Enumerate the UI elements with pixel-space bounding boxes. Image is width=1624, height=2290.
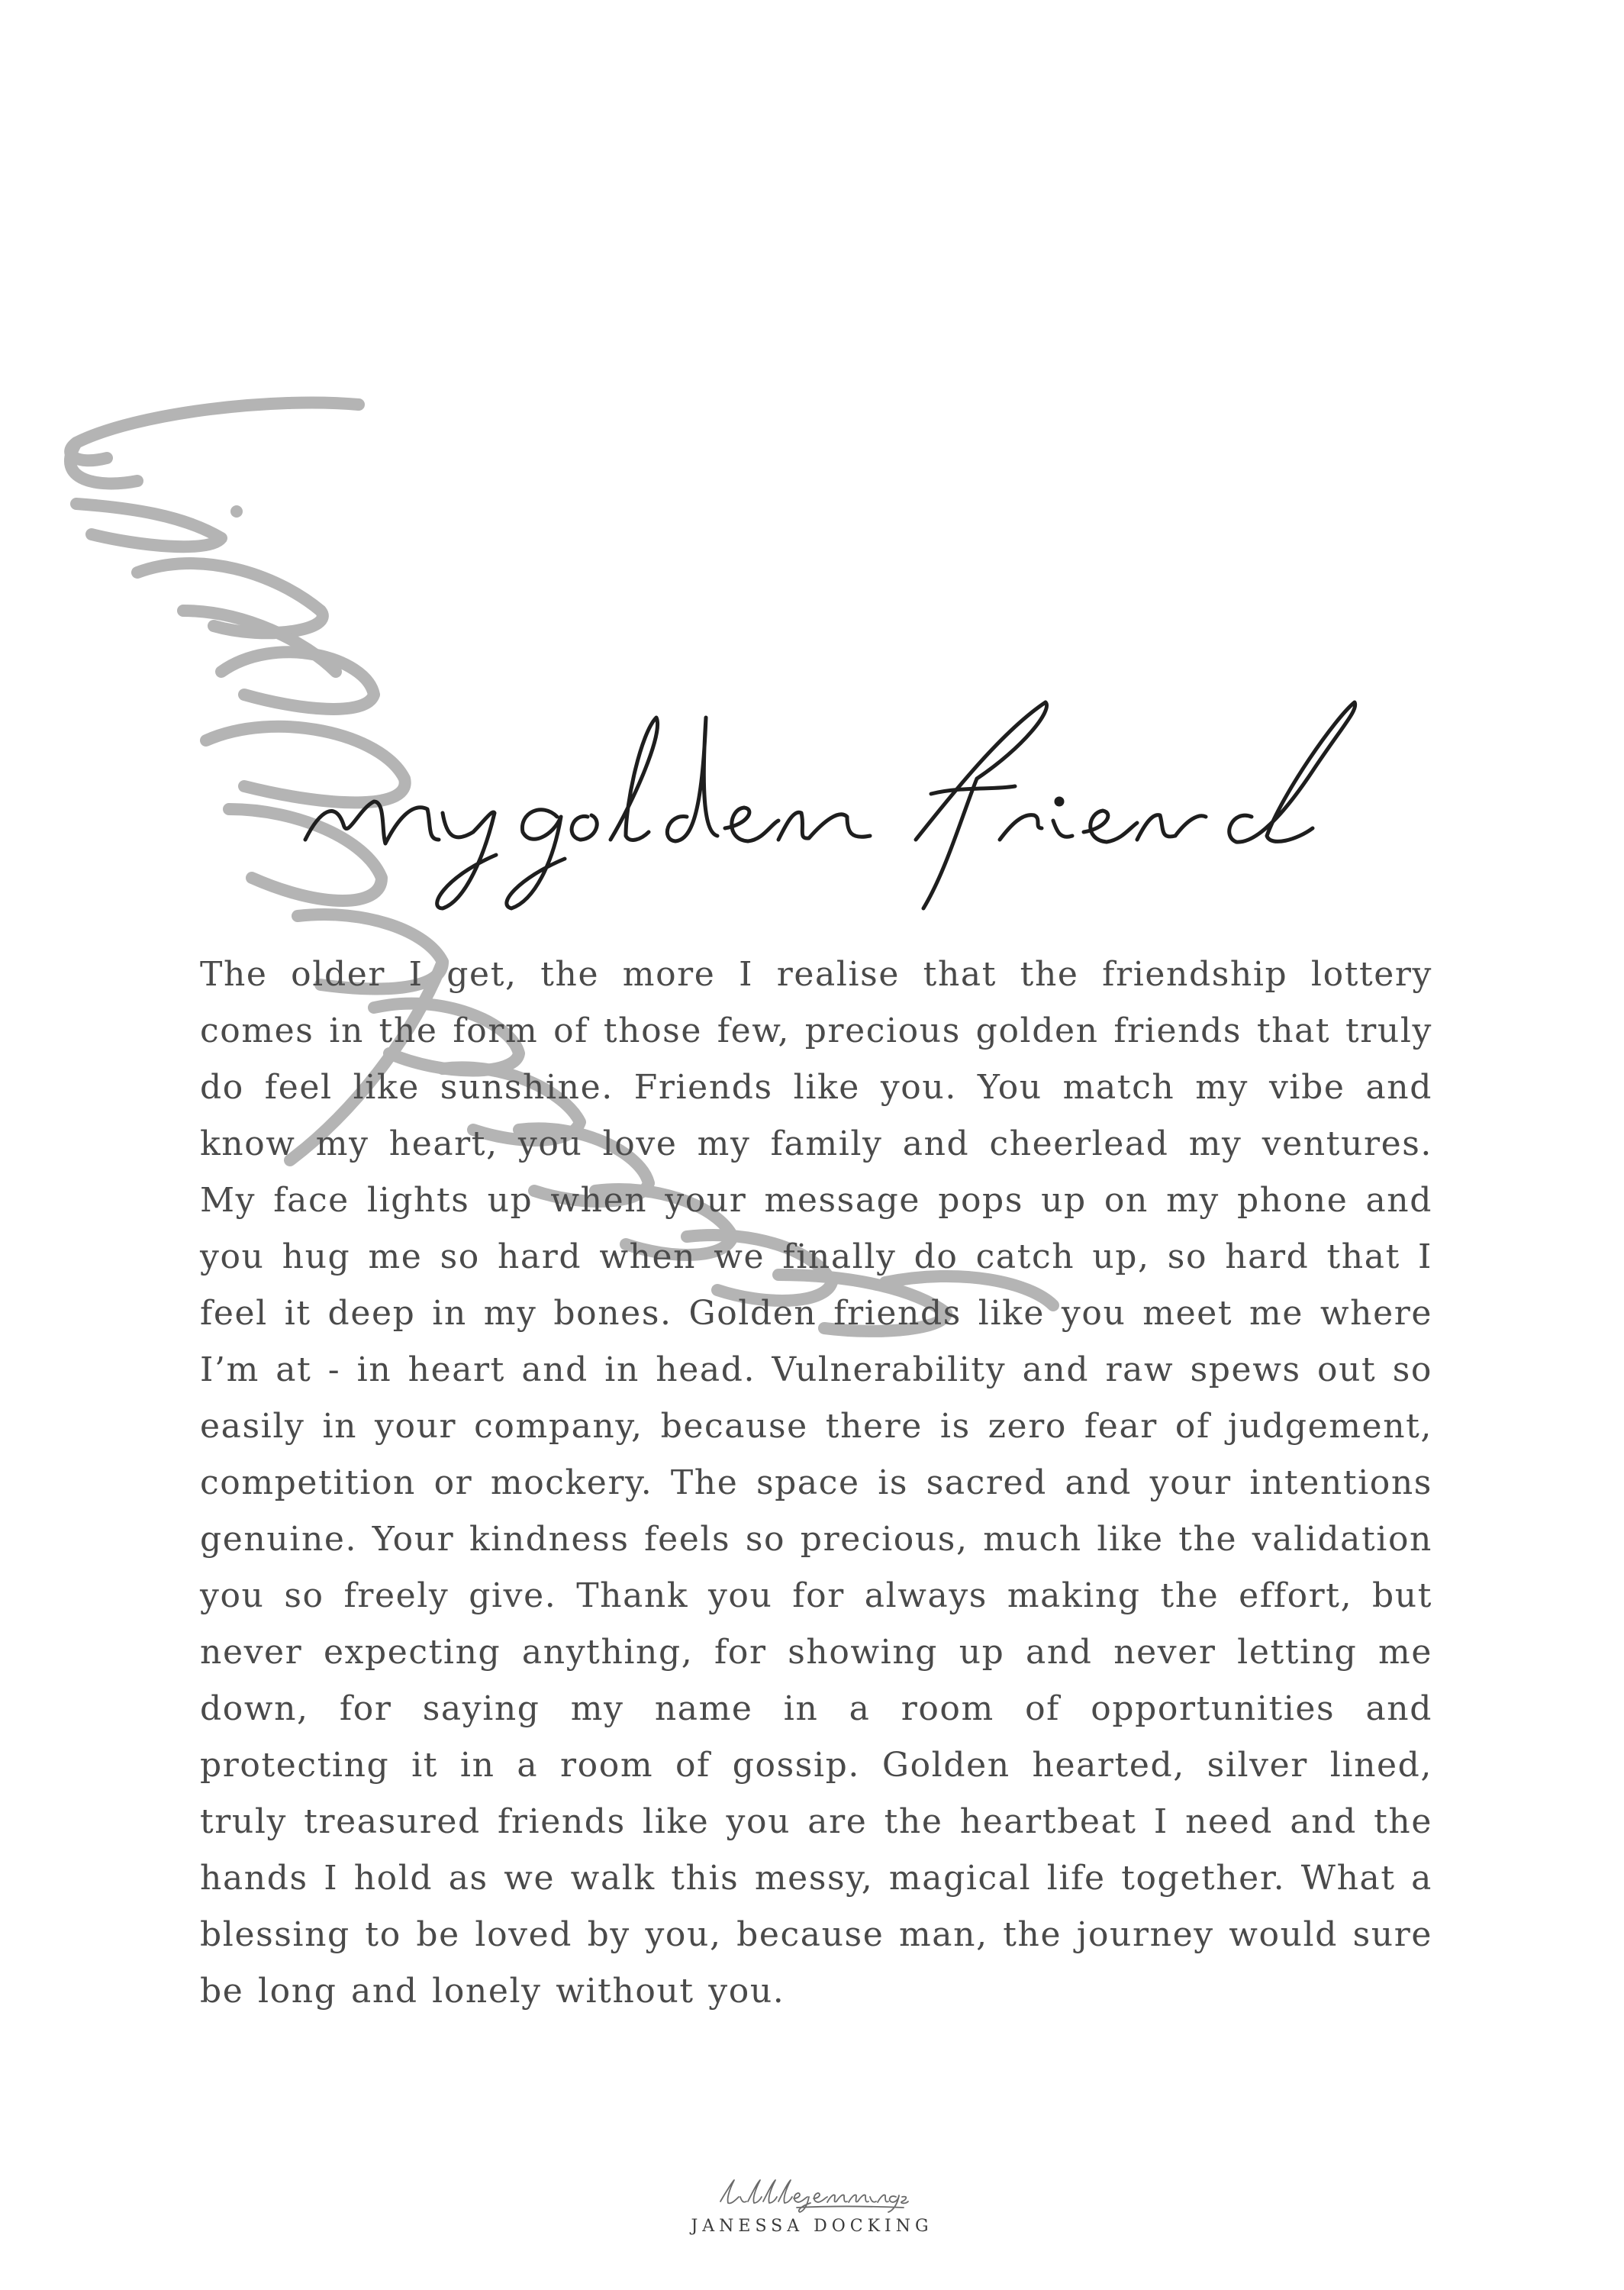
- body-paragraph: The older I get, the more I realise that the friendship lottery comes in the form of those few, precious golden friends that truly do feel like sunshine. Friends like you. You match my vibe and know my heart, you love my family and cheerlead my ventures. My face lights up when your message pops up on my phone and you hug me so hard when we finally do catch up, so hard that I feel it deep in my bones. Golden friends like you meet me where I’m at - in heart and in head. Vulnerability and raw spews out so easily in your company, because there is zero fear of judgement, competition or mockery. The space is sacred and your intentions genuine. Your kindness feels so precious, much like the validation you so freely give. Thank you for always making the effort, but never expecting anything, for showing up and never letting me down, for saying my name in a room of opportunities and protecting it in a room of gossip. Golden hearted, silver lined, truly treasured friends like you are the heartbeat I need and the hands I hold as we walk this messy, magical life together. What a blessing to be loved by you, because man, the journey would sure be long and lonely without you.: [200, 955, 1432, 2011]
- footer-author: JANESSA DOCKING: [691, 2217, 933, 2236]
- footer: [0, 2176, 1624, 2236]
- footer-logo: [713, 2176, 911, 2215]
- page-title: [290, 687, 1404, 916]
